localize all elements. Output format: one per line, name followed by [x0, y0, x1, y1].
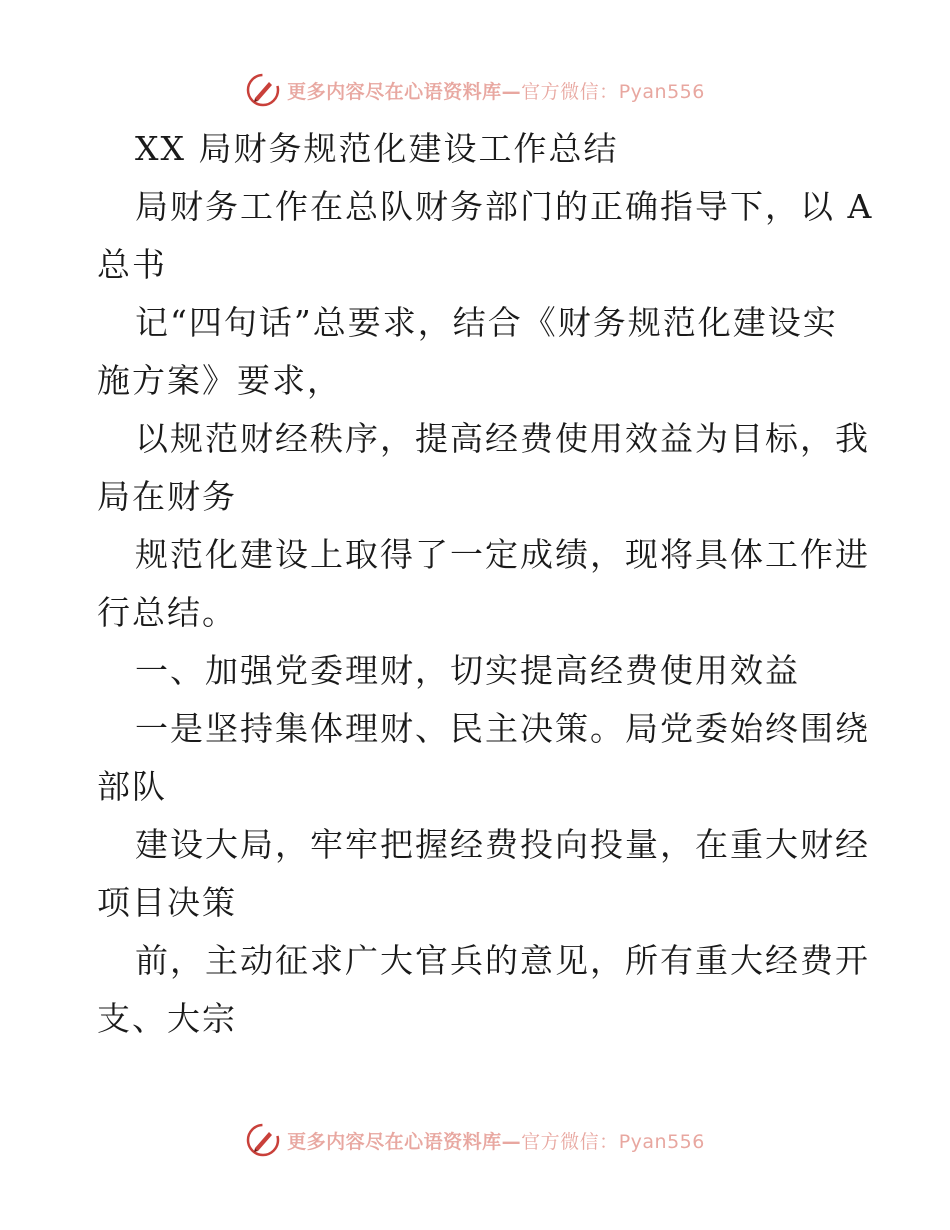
footer-watermark-banner: [0, 1120, 950, 1160]
watermark-text: 更多内容尽在心语资料库—官方微信：Pyan556: [287, 1130, 705, 1153]
paragraph-line: 以规范财经秩序，提高经费使用效益为目标，我: [135, 419, 870, 458]
paragraph-line: 总书: [97, 245, 167, 284]
paragraph-line: 支、大宗: [97, 999, 237, 1038]
paragraph-line: 局财务工作在总队财务部门的正确指导下，以 A: [135, 187, 874, 226]
paragraph-line: 记“四句话”总要求，结合《财务规范化建设实: [135, 303, 838, 342]
document-title: XX 局财务规范化建设工作总结: [135, 129, 619, 168]
pen-seal-logo-icon: [245, 72, 281, 108]
paragraph-line: 建设大局，牢牢把握经费投向投量，在重大财经: [135, 825, 870, 864]
paragraph-line: 一是坚持集体理财、民主决策。局党委始终围绕: [135, 709, 870, 748]
paragraph-line: 前，主动征求广大官兵的意见，所有重大经费开: [135, 941, 870, 980]
document-body: [97, 120, 874, 1048]
header-watermark-banner: [0, 70, 950, 110]
section-heading: 一、加强党委理财，切实提高经费使用效益: [135, 651, 800, 690]
paragraph-line: 行总结。: [97, 593, 237, 632]
watermark-text: 更多内容尽在心语资料库—官方微信：Pyan556: [287, 80, 705, 103]
pen-seal-logo-icon: [245, 1122, 281, 1158]
paragraph-line: 规范化建设上取得了一定成绩，现将具体工作进: [135, 535, 870, 574]
paragraph-line: 部队: [97, 767, 167, 806]
paragraph-line: 项目决策: [97, 883, 237, 922]
paragraph-line: 局在财务: [97, 477, 237, 516]
paragraph-line: 施方案》要求，: [97, 361, 342, 400]
